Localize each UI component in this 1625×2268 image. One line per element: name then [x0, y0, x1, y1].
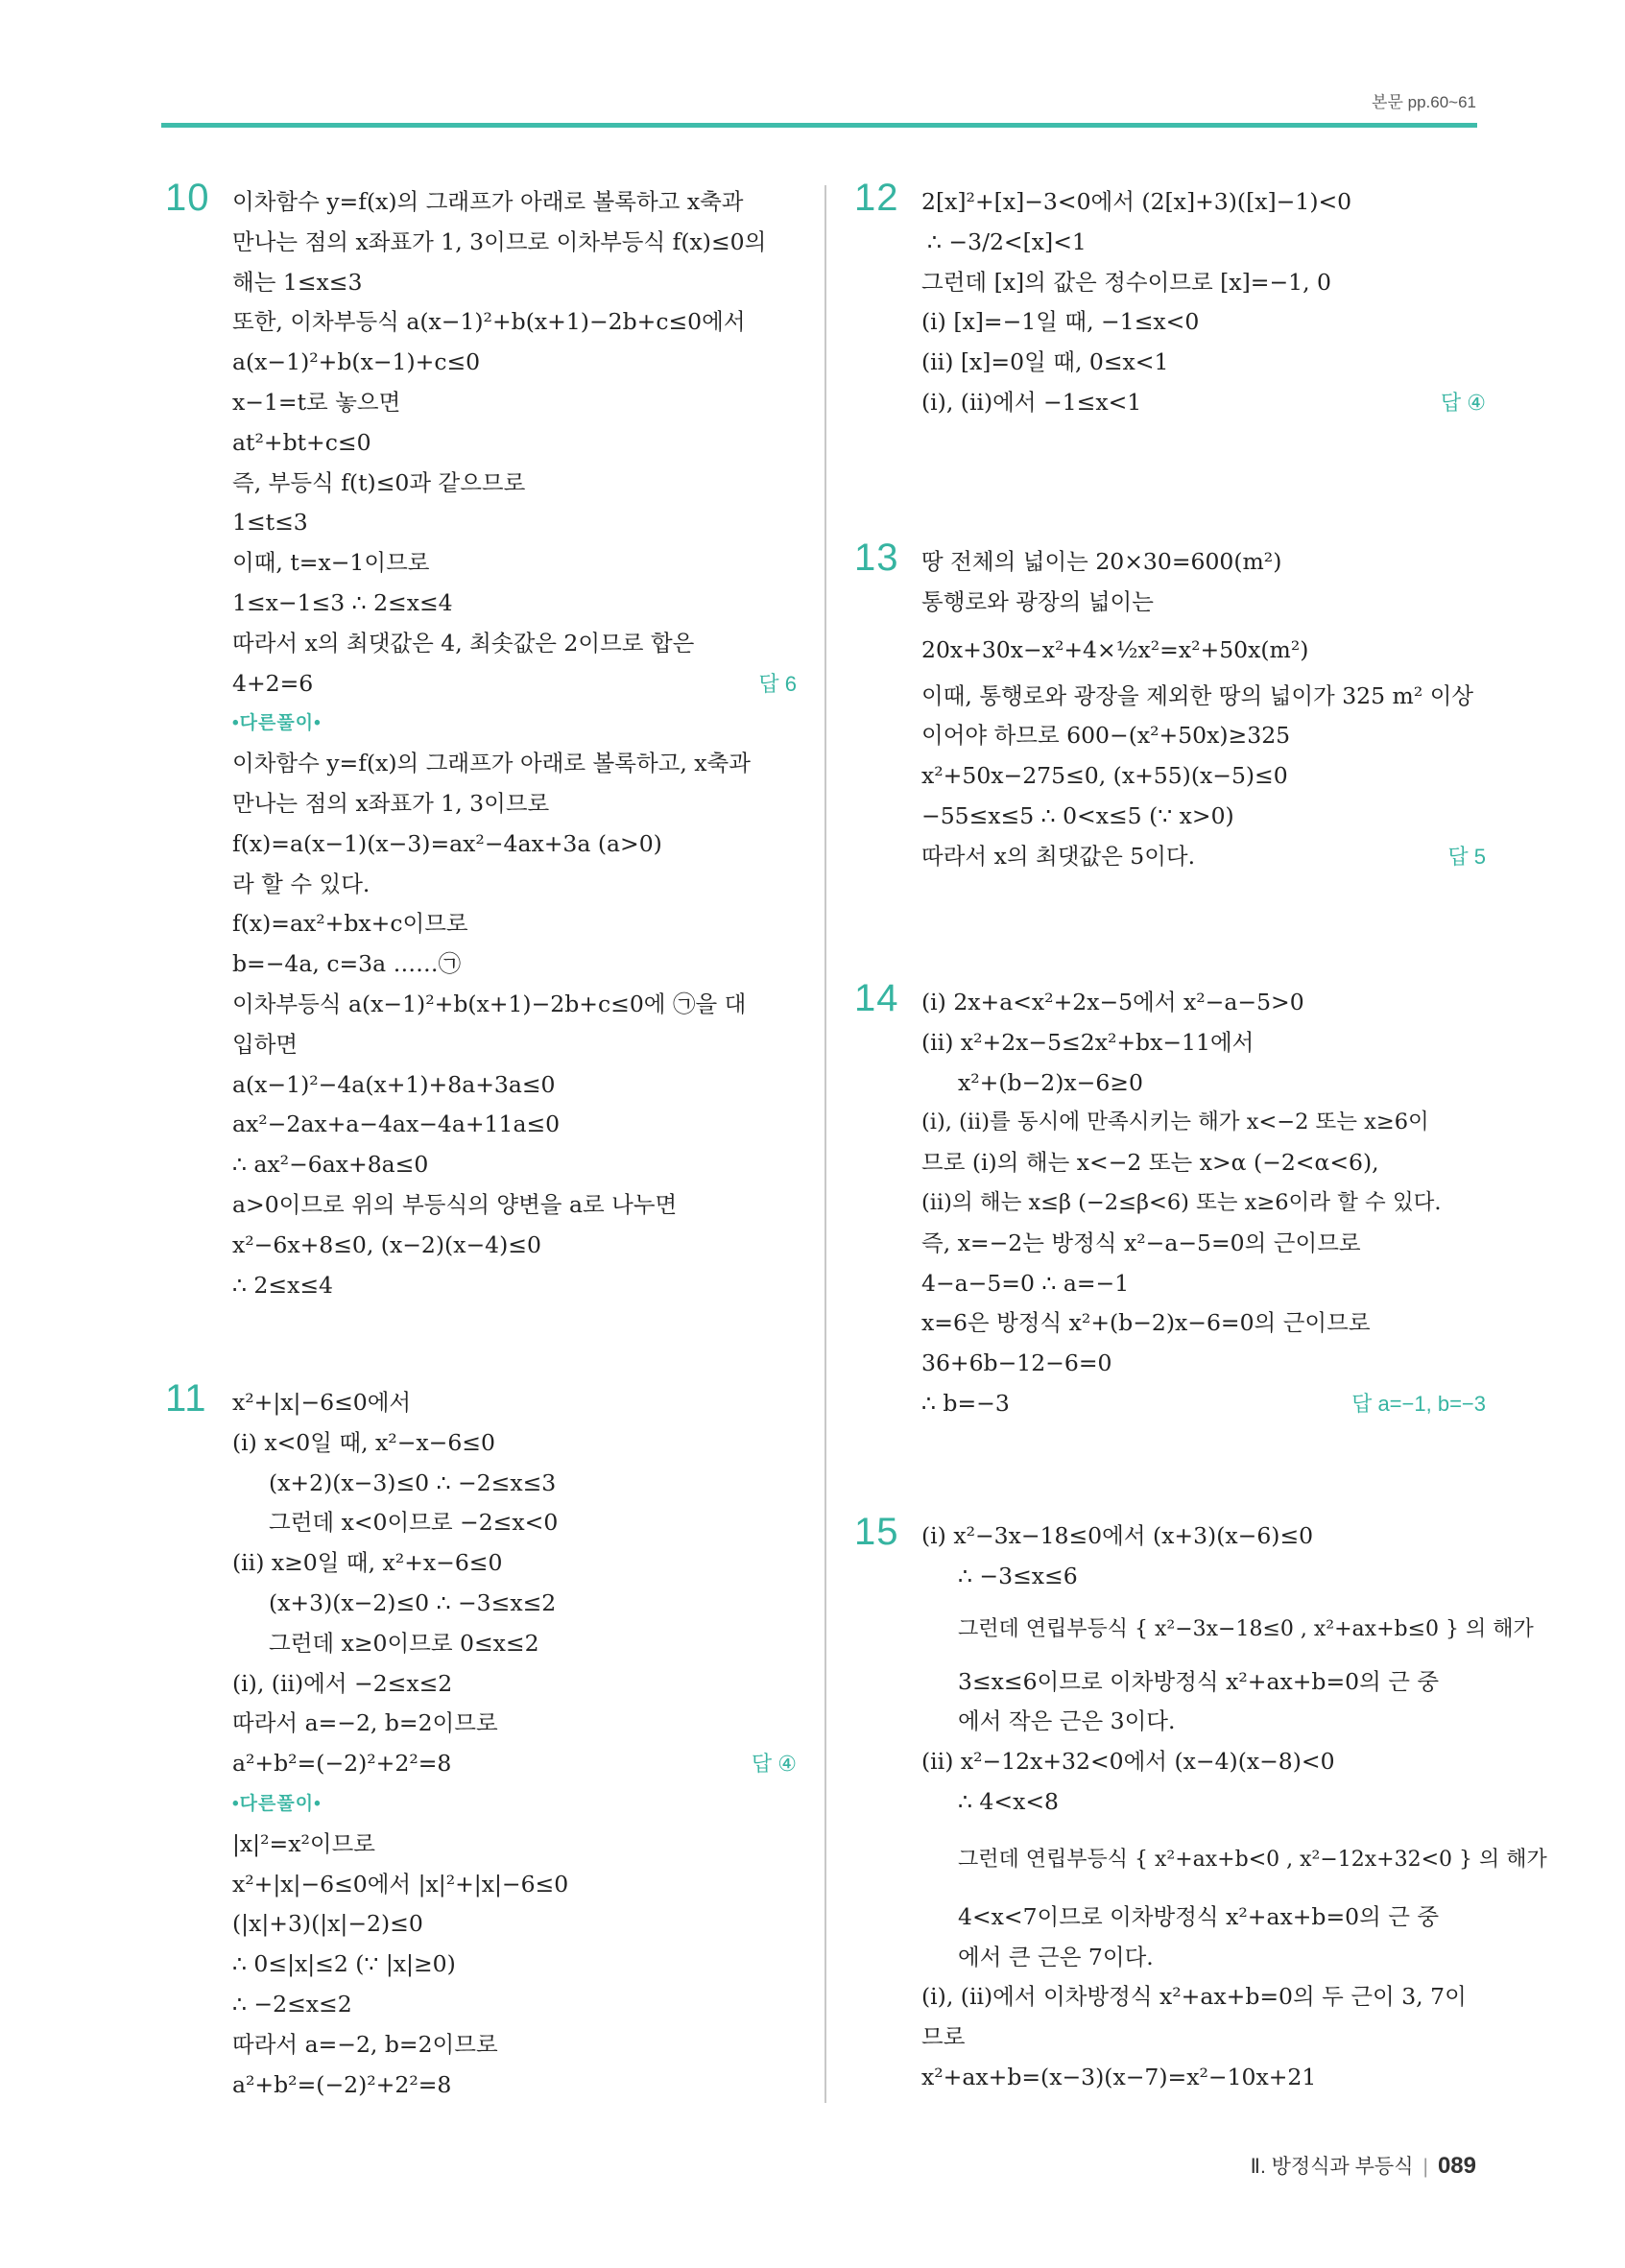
- solution-line: x−1=t로 놓으면: [232, 388, 401, 416]
- solution-line: ∴ 4<x<8: [958, 1787, 1059, 1815]
- answer-label: 답 ④: [1440, 390, 1486, 415]
- alt-solution-line: x²−6x+8≤0, (x−2)(x−4)≤0: [232, 1230, 541, 1258]
- solution-line: (ⅰ) x<0일 때, x²−x−6≤0: [232, 1428, 495, 1456]
- problem-number: 12: [854, 177, 899, 219]
- problem-number: 15: [854, 1511, 899, 1553]
- solution-line: 만나는 점의 x좌표가 1, 3이므로 이차부등식 f(x)≤0의: [232, 227, 767, 255]
- solution-line: 해는 1≤x≤3: [232, 268, 363, 296]
- solution-line: 에서 큰 근은 7이다.: [958, 1943, 1154, 1970]
- solution-line: [921, 383, 1486, 423]
- solution-line: (ⅰ), (ⅱ)에서 이차방정식 x²+ax+b=0의 두 근이 3, 7이: [921, 1983, 1467, 2011]
- solution-text: 따라서 x의 최댓값은 5이다.: [921, 842, 1196, 870]
- solution-text: ∴ b=−3: [921, 1389, 1010, 1417]
- alt-solution-line: a²+b²=(−2)²+2²=8: [232, 2070, 452, 2098]
- alt-solution-line: f(x)=ax²+bx+c이므로: [232, 910, 468, 938]
- solution-line: 그런데 연립부등식 { x²−3x−18≤0 , x²+ax+b≤0 } 의 해가: [958, 1616, 1534, 1641]
- solution-line: 에서 작은 근은 3이다.: [958, 1707, 1176, 1735]
- solution-line: (x+3)(x−2)≤0 ∴ −3≤x≤2: [269, 1588, 557, 1616]
- solution-line: x²+(b−2)x−6≥0: [958, 1068, 1143, 1096]
- alt-solution-line: 입하면: [232, 1030, 299, 1058]
- page-reference: 본문 pp.60~61: [1372, 93, 1476, 111]
- alt-solution-line: b=−4a, c=3a ……㉠: [232, 950, 462, 978]
- solution-line: ∴ −3≤x≤6: [958, 1562, 1078, 1589]
- column-divider: [824, 185, 826, 2103]
- solution-line: 이때, 통행로와 광장을 제외한 땅의 넓이가 325 m² 이상: [921, 681, 1474, 709]
- solution-line: [232, 1744, 797, 1784]
- solution-line: (ⅱ) [x]=0일 때, 0≤x<1: [921, 348, 1169, 376]
- solution-line: 또한, 이차부등식 a(x−1)²+b(x+1)−2b+c≤0에서: [232, 308, 746, 336]
- alt-solution-line: f(x)=a(x−1)(x−3)=ax²−4ax+3a (a>0): [232, 829, 662, 857]
- footer-separator: |: [1422, 2156, 1428, 2178]
- solution-line: (ⅰ) [x]=−1일 때, −1≤x<0: [921, 308, 1200, 336]
- solution-line: (ⅰ), (ⅱ)를 동시에 만족시키는 해가 x<−2 또는 x≥6이: [921, 1110, 1429, 1135]
- alt-solution-line: 따라서 a=−2, b=2이므로: [232, 2030, 498, 2058]
- solution-line: 이차함수 y=f(x)의 그래프가 아래로 볼록하고 x축과: [232, 188, 744, 215]
- answer-label: 답 6: [758, 671, 797, 696]
- alt-solution-line: ax²−2ax+a−4ax−4a+11a≤0: [232, 1110, 561, 1138]
- solution-line: at²+bt+c≤0: [232, 428, 371, 456]
- problem-number: 10: [165, 177, 210, 219]
- solution-line: 36+6b−12−6=0: [921, 1349, 1112, 1377]
- alt-solution-line: 만나는 점의 x좌표가 1, 3이므로: [232, 789, 550, 817]
- solution-line: 그런데 연립부등식 { x²+ax+b<0 , x²−12x+32<0 } 의 해가: [958, 1847, 1547, 1872]
- alt-solution-line: ∴ −2≤x≤2: [232, 1990, 352, 2017]
- alt-solution-line: a(x−1)²−4a(x+1)+8a+3a≤0: [232, 1070, 556, 1098]
- solution-line: (x+2)(x−3)≤0 ∴ −2≤x≤3: [269, 1468, 557, 1496]
- solution-line: 20x+30x−x²+4×½x²=x²+50x(m²): [921, 635, 1309, 663]
- page-number: 089: [1437, 2153, 1476, 2179]
- solution-line: −55≤x≤5 ∴ 0<x≤5 (∵ x>0): [921, 801, 1234, 829]
- solution-line: a(x−1)²+b(x−1)+c≤0: [232, 348, 481, 376]
- solution-line: x=6은 방정식 x²+(b−2)x−6=0의 근이므로: [921, 1309, 1371, 1337]
- solution-text: a²+b²=(−2)²+2²=8: [232, 1750, 452, 1778]
- header-rule: [161, 123, 1477, 128]
- alt-solution-line: 이차부등식 a(x−1)²+b(x+1)−2b+c≤0에 ㉠을 대: [232, 990, 747, 1017]
- page-footer: [1251, 2151, 1476, 2180]
- solution-line: [232, 664, 797, 704]
- solution-line: 그런데 [x]의 값은 정수이므로 [x]=−1, 0: [921, 268, 1331, 296]
- solution-line: 통행로와 광장의 넓이는: [921, 587, 1154, 615]
- solution-line: (ⅱ)의 해는 x≤β (−2≤β<6) 또는 x≥6이라 할 수 있다.: [921, 1189, 1442, 1215]
- solution-line: x²+|x|−6≤0에서: [232, 1389, 412, 1416]
- solution-line: 그런데 x≥0이므로 0≤x≤2: [269, 1629, 539, 1657]
- answer-label: 답 a=−1, b=−3: [1351, 1391, 1486, 1416]
- alt-solution-line: ∴ 2≤x≤4: [232, 1271, 333, 1299]
- solution-line: ∴ −3/2<[x]<1: [927, 227, 1087, 255]
- chapter-title: Ⅱ. 방정식과 부등식: [1250, 2156, 1414, 2178]
- answer-label: 답 ④: [751, 1752, 797, 1777]
- solution-line: 3≤x≤6이므로 이차방정식 x²+ax+b=0의 근 중: [958, 1667, 1440, 1695]
- solution-line: 땅 전체의 넓이는 20×30=600(m²): [921, 548, 1282, 575]
- solution-line: 즉, 부등식 f(t)≤0과 같으므로: [232, 468, 526, 496]
- solution-line: (ⅰ), (ⅱ)에서 −2≤x≤2: [232, 1669, 453, 1697]
- solution-line: x²+ax+b=(x−3)(x−7)=x²−10x+21: [921, 2063, 1317, 2090]
- alt-solution-label: •다른풀이•: [232, 713, 322, 734]
- solution-line: (ⅰ) x²−3x−18≤0에서 (x+3)(x−6)≤0: [921, 1522, 1314, 1549]
- solution-line: x²+50x−275≤0, (x+55)(x−5)≤0: [921, 762, 1288, 790]
- solution-line: 1≤t≤3: [232, 509, 308, 537]
- alt-solution-label: •다른풀이•: [232, 1793, 322, 1814]
- solution-line: 즉, x=−2는 방정식 x²−a−5=0의 근이므로: [921, 1229, 1361, 1256]
- alt-solution-line: ∴ 0≤|x|≤2 (∵ |x|≥0): [232, 1950, 456, 1978]
- solution-line: 4−a−5=0 ∴ a=−1: [921, 1269, 1130, 1297]
- solution-line: (ⅰ) 2x+a<x²+2x−5에서 x²−a−5>0: [921, 989, 1304, 1015]
- alt-solution-line: |x|²=x²이므로: [232, 1829, 375, 1857]
- alt-solution-line: 이차함수 y=f(x)의 그래프가 아래로 볼록하고, x축과: [232, 750, 751, 777]
- alt-solution-line: a>0이므로 위의 부등식의 양변을 a로 나누면: [232, 1190, 678, 1218]
- alt-solution-line: ∴ ax²−6ax+8a≤0: [232, 1151, 429, 1179]
- solution-line: 므로 (ⅰ)의 해는 x<−2 또는 x>α (−2<α<6),: [921, 1149, 1379, 1177]
- solution-line: 2[x]²+[x]−3<0에서 (2[x]+3)([x]−1)<0: [921, 188, 1352, 215]
- problem-number: 14: [854, 977, 899, 1019]
- solution-line: 따라서 x의 최댓값은 4, 최솟값은 2이므로 합은: [232, 629, 695, 657]
- solution-line: 이때, t=x−1이므로: [232, 549, 430, 577]
- solution-line: 따라서 a=−2, b=2이므로: [232, 1709, 498, 1737]
- problem-number: 11: [165, 1377, 207, 1420]
- alt-solution-line: (|x|+3)(|x|−2)≤0: [232, 1910, 423, 1938]
- alt-solution-line: 라 할 수 있다.: [232, 870, 370, 897]
- problem-number: 13: [854, 537, 899, 579]
- solution-line: [921, 837, 1486, 877]
- solution-line: 4<x<7이므로 이차방정식 x²+ax+b=0의 근 중: [958, 1902, 1440, 1930]
- solution-text: (ⅰ), (ⅱ)에서 −1≤x<1: [921, 388, 1142, 416]
- solution-line: (ⅱ) x≥0일 때, x²+x−6≤0: [232, 1549, 503, 1577]
- solution-line: 므로: [921, 2023, 966, 2051]
- solution-line: 1≤x−1≤3 ∴ 2≤x≤4: [232, 588, 453, 616]
- solution-line: (ⅱ) x²−12x+32<0에서 (x−4)(x−8)<0: [921, 1748, 1335, 1776]
- solution-line: 그런데 x<0이므로 −2≤x<0: [269, 1509, 559, 1537]
- solution-line: [921, 1384, 1486, 1424]
- answer-label: 답 5: [1447, 844, 1486, 869]
- solution-text: 4+2=6: [232, 669, 314, 697]
- solution-line: 이어야 하므로 600−(x²+50x)≥325: [921, 722, 1291, 750]
- solution-line: (ⅱ) x²+2x−5≤2x²+bx−11에서: [921, 1028, 1255, 1056]
- alt-solution-line: x²+|x|−6≤0에서 |x|²+|x|−6≤0: [232, 1870, 569, 1898]
